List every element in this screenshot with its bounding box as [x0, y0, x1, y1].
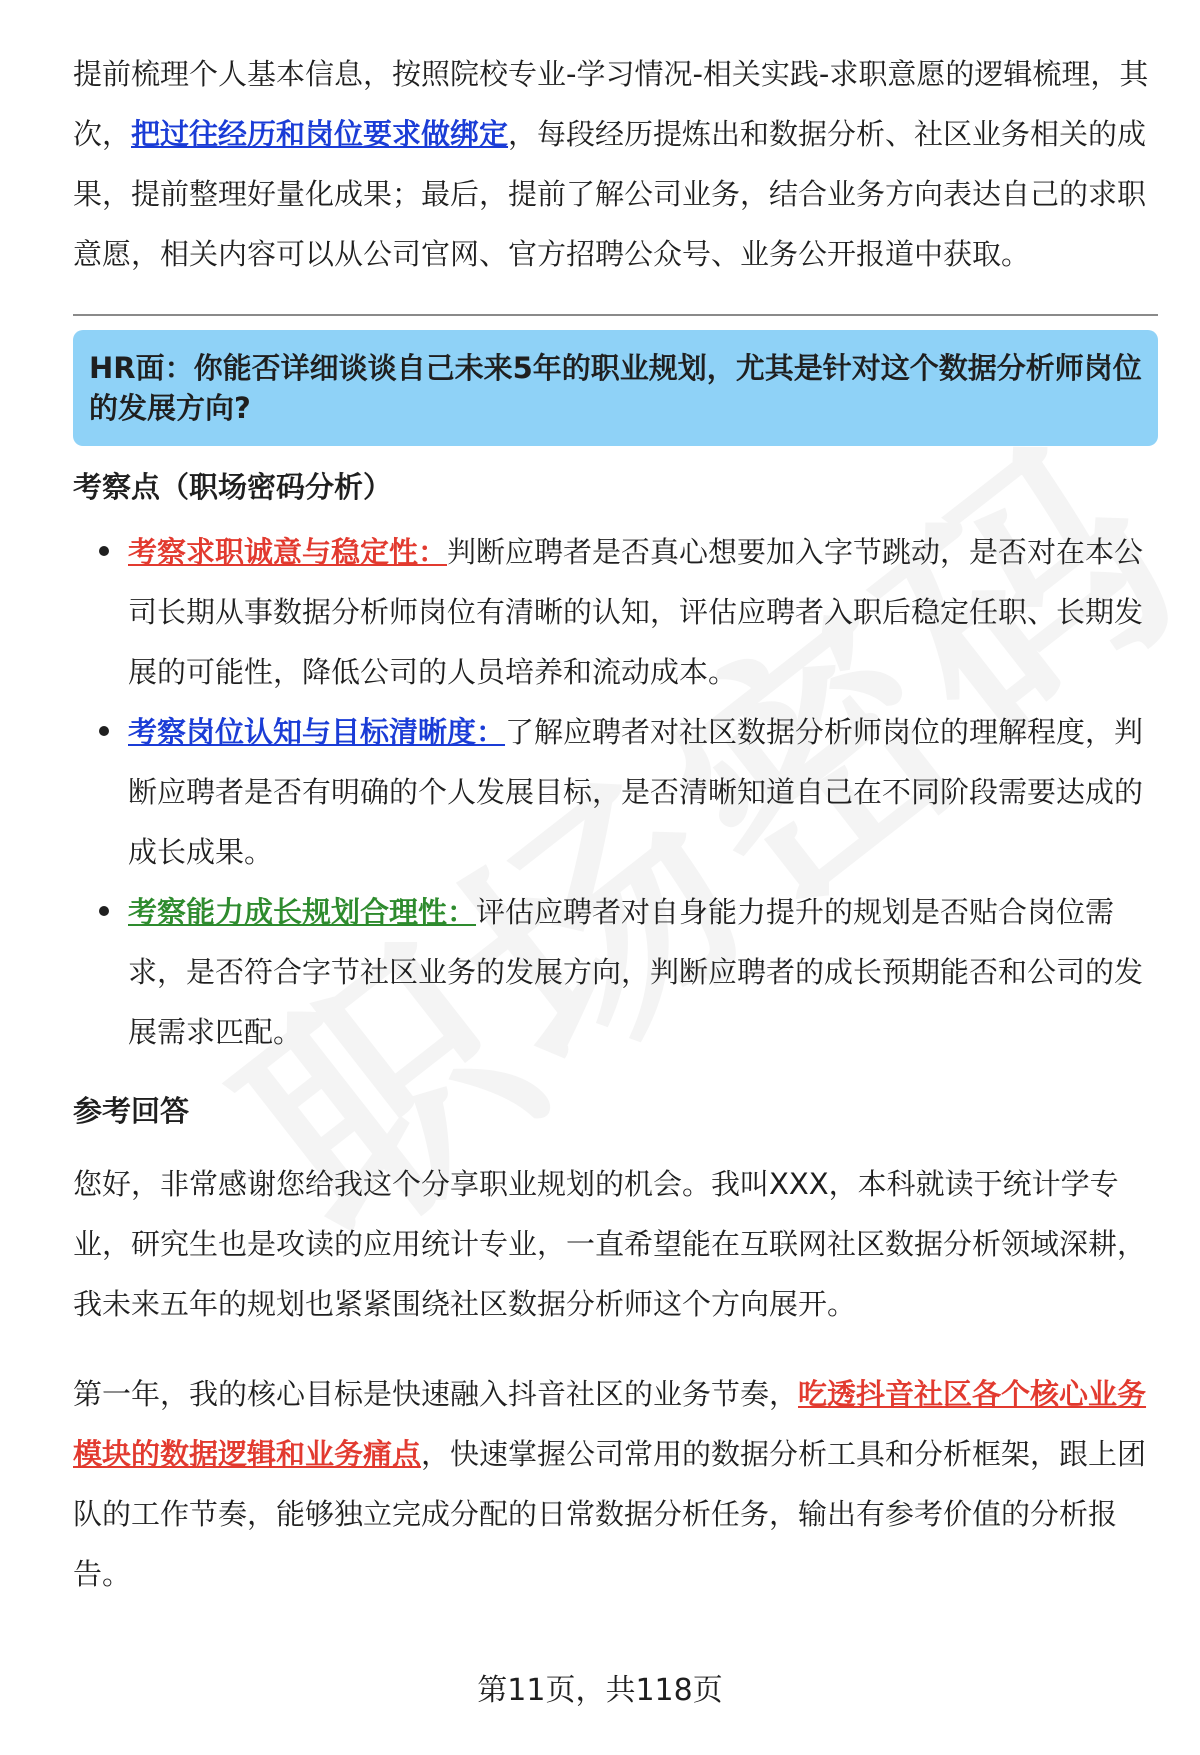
intro-prefix: 其次， — [73, 57, 1149, 151]
answer-paragraph-2 — [73, 1364, 1158, 1604]
bullet-icon — [99, 906, 109, 916]
point-text: 判断应聘者是否真心想要加入字节跳动，是否对在本公司长期从事数据分析师岗位有清晰的认知，评估应聘者入职后稳定任职、长期发展的可能性，降低公司的人员培养和流动成本。 — [128, 535, 1144, 689]
para2-prefix: 第一年，我的核心目标是快速融入抖音社区的业务节奏， — [73, 1377, 799, 1411]
list-item — [73, 882, 1158, 1062]
question-box: HR面：你能否详细谈谈自己未来5年的职业规划，尤其是针对这个数据分析师岗位的发展方向? — [73, 330, 1158, 446]
bullet-icon — [99, 546, 109, 556]
point-label: 考察求职诚意与稳定性： — [128, 535, 448, 569]
bullet-icon — [99, 726, 109, 736]
answer-paragraph-1: 您好，非常感谢您给我这个分享职业规划的机会。我叫XXX，本科就读于统计学专业，研究生也是攻读的应用统计专业，一直希望能在互联网社区数据分析领域深耕，我未来五年的规划也紧紧围绕社区数据分析师这个方向展开。 — [73, 1167, 1147, 1321]
document-page — [73, 44, 1158, 1604]
section-divider — [73, 314, 1158, 316]
intro-rest: ，每段经历提炼出和数据分析、社区业务相关的成果，提前整理好量化成果；最后，提前了解公司业务，结合业务方向表达自己的求职意愿，相关内容可以从公司官网、官方招聘公众号、业务公开报道中获取。 — [73, 117, 1147, 271]
page-number: 第11页，共118页 — [477, 1673, 723, 1708]
point-text: 了解应聘者对社区数据分析师岗位的理解程度，判断应聘者是否有明确的个人发展目标，是否清晰知道自己在不同阶段需要达成的成长成果。 — [128, 715, 1144, 869]
intro-line1: 提前梳理个人基本信息，按照院校专业-学习情况-相关实践-求职意愿的逻辑梳理， — [73, 57, 1120, 91]
para2-rest: ，快速掌握公司常用的数据分析工具和分析框架，跟上团队的工作节奏，能够独立完成分配的日常数据分析任务，输出有参考价值的分析报告。 — [73, 1437, 1147, 1591]
intro-paragraph — [73, 44, 1158, 284]
list-item — [73, 702, 1158, 882]
list-item — [73, 522, 1158, 702]
assessment-title: 考察点（职场密码分析） — [73, 470, 393, 504]
point-text: 评估应聘者对自身能力提升的规划是否贴合岗位需求，是否符合字节社区业务的发展方向，判断应聘者的成长预期能否和公司的发展需求匹配。 — [128, 895, 1144, 1049]
intro-highlight: 把过往经历和岗位要求做绑定 — [131, 117, 509, 151]
para2-highlight: 吃透抖音社区各个核心业务模块的数据逻辑和业务痛点 — [73, 1377, 1147, 1471]
point-label: 考察能力成长规划合理性： — [128, 895, 477, 929]
point-label: 考察岗位认知与目标清晰度： — [128, 715, 506, 749]
answer-title: 参考回答 — [73, 1094, 190, 1128]
assessment-list — [73, 522, 1158, 1062]
